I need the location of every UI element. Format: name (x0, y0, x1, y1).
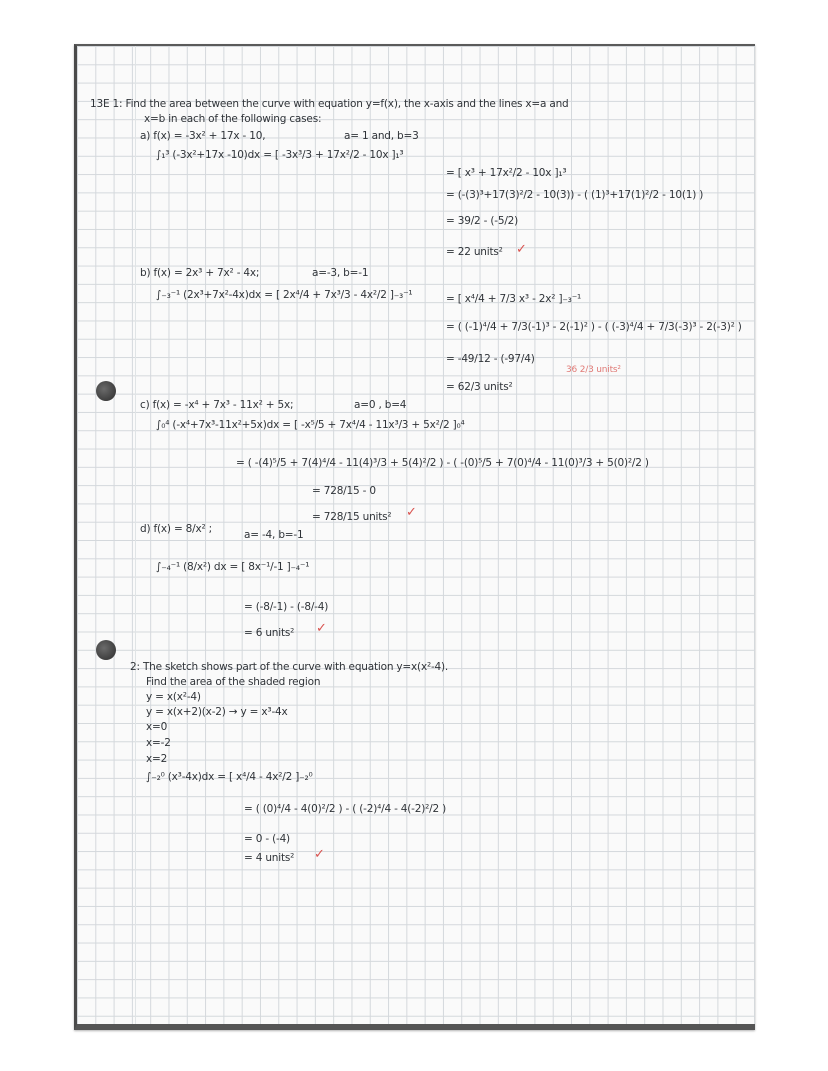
q2-header-line2: Find the area of the shaded region (146, 676, 321, 688)
q2-step1: = ( (0)⁴/4 - 4(0)²/2 ) - ( (-2)⁴/4 - 4(-2)²/2 ) (244, 803, 447, 815)
q1c-bounds: a=0 , b=4 (354, 399, 407, 411)
q1b-bounds: a=-3, b=-1 (312, 267, 369, 279)
punch-hole-top (96, 381, 116, 401)
q1c-answer: = 728/15 units² (312, 511, 392, 523)
q2-step2: = 0 - (-4) (244, 833, 290, 845)
q2-line5: x=2 (146, 753, 168, 765)
q2-line2: y = x(x+2)(x-2) → y = x³-4x (146, 706, 288, 718)
margin-line (135, 46, 136, 1024)
q1b-integral: ∫₋₃⁻¹ (2x³+7x²-4x)dx = [ 2x⁴/4 + 7x³/3 - 4x²/2 ]₋₃⁻¹ (156, 289, 413, 301)
q1a-answer: = 22 units² (446, 246, 503, 258)
q1d-given: d) f(x) = 8/x² ; (140, 523, 212, 535)
q1a-step1: = [ x³ + 17x²/2 - 10x ]₁³ (446, 167, 567, 179)
q1b-note: 36 2/3 units² (566, 365, 621, 375)
q2-line3: x=0 (146, 721, 168, 733)
q2-line1: y = x(x²-4) (146, 691, 201, 703)
q1b-step3: = -49/12 - (-97/4) (446, 353, 535, 365)
q1-header-line2: x=b in each of the following cases: (144, 113, 322, 125)
q1a-given: a) f(x) = -3x² + 17x - 10, (140, 130, 266, 142)
q1c-given: c) f(x) = -x⁴ + 7x³ - 11x² + 5x; (140, 399, 294, 411)
q1a-step3: = 39/2 - (-5/2) (446, 215, 519, 227)
tick-mark-icon: ✓ (314, 847, 325, 862)
tick-mark-icon: ✓ (406, 505, 417, 520)
q1c-integral: ∫₀⁴ (-x⁴+7x³-11x²+5x)dx = [ -x⁵/5 + 7x⁴/4 - 11x³/3 + 5x²/2 ]₀⁴ (156, 419, 465, 431)
q1d-bounds: a= -4, b=-1 (244, 529, 304, 541)
q1-header: 13E 1: Find the area between the curve with equation y=f(x), the x-axis and the lines x=a and (90, 98, 569, 110)
q1a-step2: = (-(3)³+17(3)²/2 - 10(3)) - ( (1)³+17(1)²/2 - 10(1) ) (446, 189, 704, 201)
q1c-step1: = ( -(4)⁵/5 + 7(4)⁴/4 - 11(4)³/3 + 5(4)²/2 ) - ( -(0)⁵/5 + 7(0)⁴/4 - 11(0)³/3 + 5(0)²/2 ) (236, 457, 649, 469)
q1a-bounds: a= 1 and, b=3 (344, 130, 419, 142)
q2-header: 2: The sketch shows part of the curve with equation y=x(x²-4). (130, 661, 449, 673)
tick-mark-icon: ✓ (316, 621, 327, 636)
punch-hole-bottom (96, 640, 116, 660)
q2-line4: x=-2 (146, 737, 171, 749)
q2-integral: ∫₋₂⁰ (x³-4x)dx = [ x⁴/4 - 4x²/2 ]₋₂⁰ (146, 771, 313, 783)
q1b-step2: = ( (-1)⁴/4 + 7/3(-1)³ - 2(-1)² ) - ( (-3)⁴/4 + 7/3(-3)³ - 2(-3)² ) (446, 321, 742, 333)
q2-answer: = 4 units² (244, 852, 295, 864)
q1d-integral: ∫₋₄⁻¹ (8/x²) dx = [ 8x⁻¹/-1 ]₋₄⁻¹ (156, 561, 310, 573)
q1d-answer: = 6 units² (244, 627, 295, 639)
q1d-step1: = (-8/-1) - (-8/-4) (244, 601, 329, 613)
tick-mark-icon: ✓ (516, 242, 527, 257)
q1c-step2: = 728/15 - 0 (312, 485, 376, 497)
q1b-step1: = [ x⁴/4 + 7/3 x³ - 2x² ]₋₃⁻¹ (446, 293, 582, 305)
q1a-integral: ∫₁³ (-3x²+17x -10)dx = [ -3x³/3 + 17x²/2 - 10x ]₁³ (156, 149, 404, 161)
q1b-given: b) f(x) = 2x³ + 7x² - 4x; (140, 267, 260, 279)
q1b-answer: = 62/3 units² (446, 381, 513, 393)
